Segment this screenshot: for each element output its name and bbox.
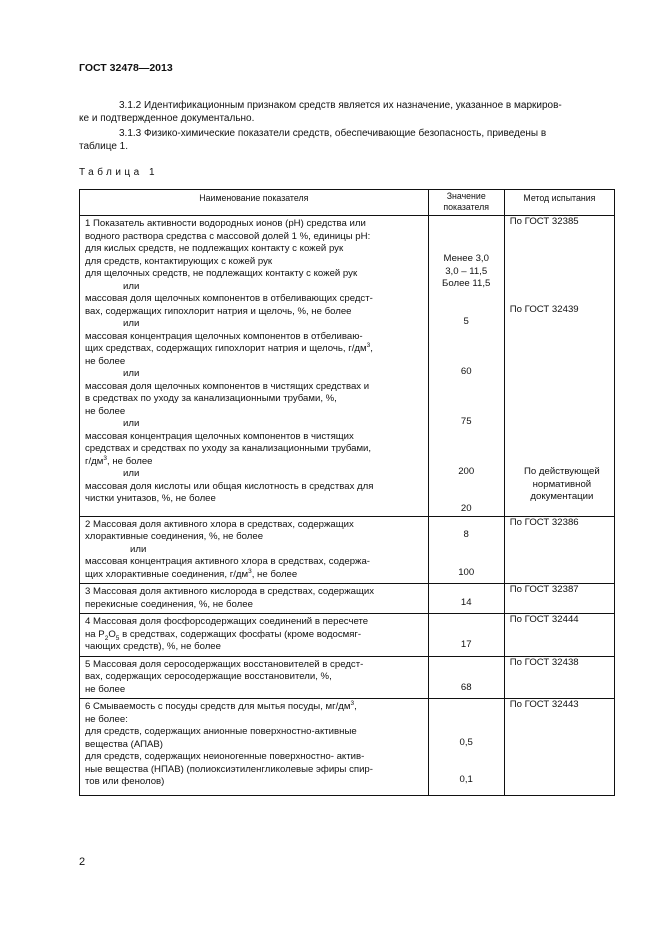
method: По ГОСТ 32444	[509, 614, 579, 625]
row-4-name	[80, 614, 429, 657]
paragraph-line: ке и подтвержденное документально.	[79, 113, 255, 124]
name-line: 1 Показатель активности водородных ионов (рН) средства или	[85, 218, 366, 229]
row-2-methods	[504, 516, 614, 584]
value: Более 11,5	[442, 278, 491, 289]
name-line: не более	[85, 355, 126, 367]
method: По ГОСТ 32385	[509, 216, 579, 227]
document-header: ГОСТ 32478—2013	[79, 62, 173, 74]
paragraph-line: 3.1.2 Идентификационным признаком средств является их назначение, указанное в маркиров-	[119, 100, 562, 111]
table-row	[80, 614, 615, 657]
name-line: ные вещества (НПАВ) (полиоксиэтиленгликолевые эфиры спир-	[85, 763, 373, 775]
name-line: массовая концентрация щелочных компонентов в отбеливаю-	[85, 330, 363, 342]
method: По ГОСТ 32387	[509, 584, 579, 595]
name-line: или	[123, 368, 140, 379]
name-line: для кислых средств, не подлежащих контакту с кожей рук	[85, 243, 344, 254]
name-line: массовая доля щелочных компонентов в чистящих средствах и	[85, 380, 370, 392]
value: 75	[460, 415, 472, 427]
name-line: в средствах по уходу за канализационными трубами, %,	[85, 393, 337, 404]
row-1-values	[428, 216, 504, 517]
name-text: , не более	[251, 568, 298, 580]
superscript: 3	[350, 699, 355, 707]
row-5-name	[80, 656, 429, 699]
value: 20	[460, 503, 472, 514]
paragraph-line: 3.1.3 Физико-химические показатели средств, обеспечивающие безопасность, приведены в	[119, 128, 547, 139]
row-1-name	[80, 216, 429, 517]
name-line: или	[123, 318, 140, 329]
name-line: тов или фенолов)	[85, 776, 165, 787]
row-3-methods	[504, 584, 614, 614]
name-text: O	[108, 628, 116, 640]
table-row	[80, 656, 615, 699]
table-header-row	[80, 190, 615, 216]
value: Менее 3,0	[443, 253, 489, 264]
method: документации	[530, 491, 594, 502]
name-line: не более:	[85, 713, 128, 725]
method: По ГОСТ 32438	[509, 656, 579, 668]
name-line: массовая концентрация активного хлора в средствах, содержа-	[85, 556, 370, 567]
method: По ГОСТ 32443	[509, 699, 579, 710]
row-3-values	[428, 584, 504, 614]
name-text: на P	[85, 628, 105, 640]
header-value-line: показателя	[443, 202, 490, 212]
name-line: чающих средств), %, не более	[85, 641, 221, 652]
name-line: для средств, контактирующих с кожей рук	[85, 255, 273, 267]
name-line: водного раствора средства с массовой долей 1 %, единицы рН:	[85, 230, 371, 242]
row-6-values	[428, 699, 504, 796]
method: нормативной	[532, 478, 592, 490]
name-line: или	[123, 468, 140, 479]
value: 100	[458, 566, 475, 578]
paragraph-3-1-2	[79, 99, 614, 125]
value: 17	[460, 639, 472, 650]
row-4-methods	[504, 614, 614, 657]
page-number: 2	[79, 856, 86, 868]
header-value-line: Значение	[446, 191, 486, 201]
name-line: или	[130, 543, 147, 555]
name-line	[85, 629, 425, 642]
value: 68	[460, 681, 472, 693]
table-row	[80, 216, 615, 517]
name-text: 6 Смываемость с посуды средств для мытья посуды, мг/дм	[85, 701, 351, 712]
name-line: 6 Смываемость с посуды средств для мытья посуды, $мг/дм^3$,	[85, 699, 357, 712]
value: 60	[460, 365, 472, 377]
superscript: 3	[366, 341, 371, 349]
paragraph-3-1-3	[79, 127, 614, 153]
header-name: Наименование показателя	[80, 190, 429, 216]
name-text: в средствах, содержащих фосфаты (кроме водосмяг-	[119, 628, 362, 640]
table-caption: Таблица 1	[79, 167, 159, 178]
name-line: 5 Массовая доля серосодержащих восстановителей в средст-	[85, 658, 364, 670]
value: 3,0 – 11,5	[445, 265, 488, 277]
row-1-methods	[504, 216, 614, 517]
name-line: перекисные соединения, %, не более	[85, 598, 253, 610]
subscript: 2	[104, 634, 109, 642]
name-line: для средств, содержащих неионогенные поверхностно- актив-	[85, 751, 365, 762]
name-line: массовая доля кислоты или общая кислотность в средствах для	[85, 480, 374, 492]
name-text: щих хлорактивные соединения, г/дм	[85, 568, 249, 580]
paragraph-line: таблице 1.	[79, 141, 129, 152]
name-line: вах, содержащих серосодержащие восстановители, %,	[85, 671, 332, 682]
name-line: не более	[85, 405, 126, 417]
indicators-table	[79, 189, 615, 796]
row-2-name	[80, 516, 429, 584]
row-2-values	[428, 516, 504, 584]
name-line: 4 Массовая доля фосфорсодержащих соединений в пересчете	[85, 616, 369, 627]
value: 14	[460, 596, 472, 608]
name-line: вещества (АПАВ)	[85, 738, 164, 750]
method: По действующей	[524, 466, 600, 477]
name-line: не более	[85, 683, 126, 695]
method: По ГОСТ 32386	[509, 516, 579, 528]
name-line: 3 Массовая доля активного кислорода в средствах, содержащих	[85, 586, 375, 597]
name-line: или	[123, 418, 140, 429]
table-row	[80, 516, 615, 584]
table-row	[80, 584, 615, 614]
name-line	[85, 456, 425, 469]
row-3-name	[80, 584, 429, 614]
name-line: массовая доля щелочных компонентов в отбеливающих средст-	[85, 293, 373, 304]
name-text: щих средствах, содержащих гипохлорит натрия и щелочь, г/дм	[85, 343, 367, 354]
name-line: для средств, содержащих анионные поверхностно-активные	[85, 726, 357, 737]
table-row	[80, 699, 615, 796]
name-text: , не более	[106, 455, 153, 467]
name-line: 2 Массовая доля активного хлора в средствах, содержащих	[85, 518, 354, 530]
name-line: или	[123, 280, 140, 292]
header-method: Метод испытания	[504, 190, 614, 216]
name-line: чистки унитазов, %, не более	[85, 493, 216, 504]
name-line: хлорактивные соединения, %, не более	[85, 531, 264, 542]
row-6-name	[80, 699, 429, 796]
name-line	[85, 569, 425, 582]
value: 5	[463, 315, 469, 327]
superscript: 3	[248, 567, 252, 575]
row-4-values	[428, 614, 504, 657]
value: 8	[463, 529, 469, 540]
subscript: 5	[115, 634, 120, 642]
value: 200	[458, 465, 475, 477]
name-line: для щелочных средств, не подлежащих контакту с кожей рук	[85, 268, 358, 279]
name-line: массовая концентрация щелочных компонентов в чистящих	[85, 430, 354, 442]
header-value	[428, 190, 504, 216]
name-line: щих средствах, содержащих гипохлорит натрия и щелочь, $г/дм^3$,	[85, 341, 373, 354]
method: По ГОСТ 32439	[509, 303, 579, 315]
name-text: г/дм	[85, 455, 104, 467]
row-5-values	[428, 656, 504, 699]
name-line: средствах и средствах по уходу за канализационными трубами,	[85, 443, 372, 454]
row-5-methods	[504, 656, 614, 699]
value: 0,1	[459, 774, 473, 785]
superscript: 3	[103, 454, 107, 462]
value: 0,5	[459, 736, 473, 748]
name-line: вах, содержащих гипохлорит натрия и щелочь, %, не более	[85, 305, 352, 317]
row-6-methods	[504, 699, 614, 796]
